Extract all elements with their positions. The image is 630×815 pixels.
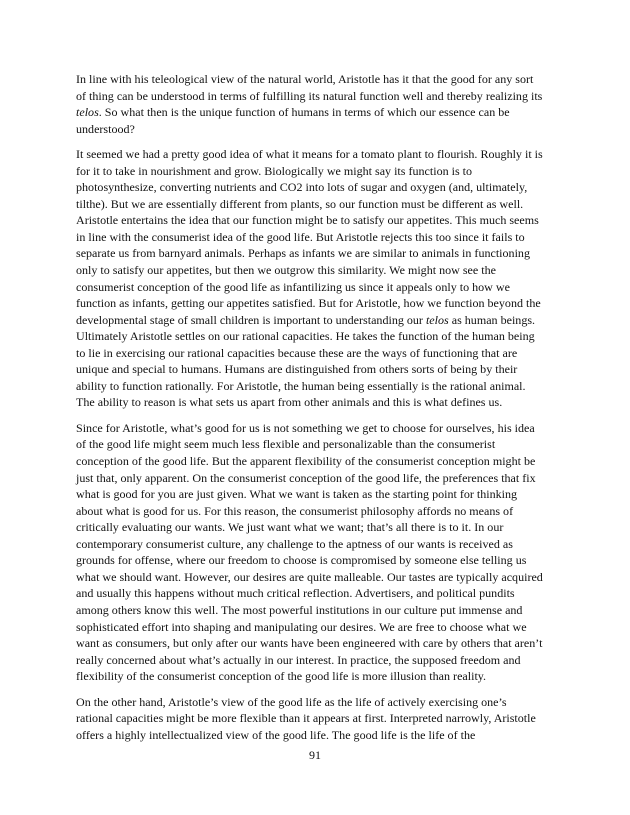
text-segment: offers a highly intellectualized view of the good life. The good life is the life of the [76,727,476,742]
text-line [76,345,554,362]
text-segment: Ultimately Aristotle settles on our rational capacities. He takes the function of the human being [76,329,535,344]
text-segment: what we should want. However, our desires are quite malleable. Our tastes are typically acquired [76,569,543,584]
text-segment: understood? [76,121,135,136]
text-line [76,394,554,411]
text-line [76,295,554,312]
text-segment: only to satisfy our appetites, but then we outgrow this similarity. We might now see the [76,263,496,278]
page-number: 91 [309,748,321,762]
text-segment: and usually this happens without much critical reflection. Advertisers, and political pundits [76,586,515,601]
text-line [76,104,554,121]
text-line [76,552,554,569]
italic-term: telos [425,312,449,327]
text-segment: conception of the good life. But the apparent flexibility of the consumerist conception might be [76,454,536,469]
text-segment: really concerned about what’s actually in our interest. In practice, the supposed freedom and [76,652,521,667]
text-segment: just that, only apparent. On the consumerist conception of the good life, the preferences that fix [76,470,536,485]
text-segment: unique and special to humans. Humans are distinguished from others sorts of being by their [76,362,518,377]
text-segment: separate us from barnyard animals. Perhaps as infants we are similar to animals in functioning [76,246,530,261]
text-line [76,503,554,520]
text-line [76,312,554,329]
text-line [76,470,554,487]
text-line [76,727,554,744]
text-line [76,179,554,196]
text-segment: Since for Aristotle, what’s good for us is not something we get to choose for ourselves, his idea [76,420,535,435]
text-segment: for it to take in nourishment and grow. Biologically we might say its function is to [76,163,473,178]
paragraph [76,146,554,411]
text-line [76,378,554,395]
text-segment: flexibility of the consumerist conception of the good life is more illusion than reality. [76,669,487,684]
text-line [76,71,554,88]
text-line [76,146,554,163]
text-segment: photosynthesize, converting nutrients and CO2 into lots of sugar and oxygen (and, ultimately, [76,180,528,195]
text-segment: In line with his teleological view of the natural world, Aristotle has it that the good for any sort [76,72,534,86]
text-segment: among others know this well. The most powerful institutions in our culture put immense and [76,602,523,617]
text-line [76,196,554,213]
text-segment: grounds for offense, where our freedom to choose is compromised by someone else telling us [76,553,527,568]
text-line [76,519,554,536]
text-line [76,652,554,669]
text-line [76,585,554,602]
text-segment: consumerist conception of the good life as infantilizing us since it appeals only to how we [76,279,510,294]
paragraph [76,420,554,685]
text-line [76,694,554,711]
text-segment: of the good life might seem much less flexible and personalizable than the consumerist [76,437,496,452]
text-segment: It seemed we had a pretty good idea of what it means for a tomato plant to flourish. Roughly it is [76,147,543,162]
text-segment: The ability to reason is what sets us apart from other animals and this is what defines us. [76,395,503,410]
text-line [76,88,554,105]
text-line [76,212,554,229]
text-line [76,229,554,246]
text-line [76,279,554,296]
text-line [76,710,554,727]
text-segment: Aristotle entertains the idea that our function might be to satisfy our appetites. This much seems [76,213,539,228]
text-segment: function as infants, getting our appetites satisfied. But for Aristotle, how we function beyond the [76,296,541,311]
text-line [76,453,554,470]
text-segment: developmental stage of small children is important to understanding our [76,312,426,327]
text-segment: in line with the consumerist idea of the good life. But Aristotle rejects this too since it fails to [76,229,525,244]
text-line [76,569,554,586]
text-line [76,245,554,262]
body-text [76,71,554,752]
text-segment: as human beings. [448,312,536,327]
text-line [76,121,554,138]
text-line [76,328,554,345]
text-line [76,486,554,503]
text-line [76,262,554,279]
text-line [76,163,554,180]
text-line [76,420,554,437]
text-segment: On the other hand, Aristotle’s view of the good life as the life of actively exercising one’s [76,694,507,709]
paragraph [76,71,554,137]
text-segment: sophisticated effort into shaping and manipulating our desires. We are free to choose what we [76,619,527,634]
text-line [76,536,554,553]
italic-term: telos [76,105,99,120]
text-segment: contemporary consumerist culture, any challenge to the aptness of our wants is received as [76,536,513,551]
text-line [76,619,554,636]
text-segment: critically evaluating our wants. We just want what we want; that’s all there is to it. In our [76,520,504,535]
text-segment: of thing can be understood in terms of fulfilling its natural function well and thereby realizing its [76,88,543,103]
paragraph [76,694,554,744]
text-segment: to lie in exercising our rational capacities because these are the ways of functioning that are [76,345,518,360]
text-line [76,436,554,453]
text-line [76,602,554,619]
text-line [76,668,554,685]
text-line [76,361,554,378]
text-segment: about what is good for us. For this reason, the consumerist philosophy affords no means of [76,503,514,518]
text-line [76,635,554,652]
text-segment: rational capacities might be more flexible than it appears at first. Interpreted narrowly, Aristotle [76,711,536,726]
text-segment: want as consumers, but only after our wants have been engineered with care by others that aren’t [76,636,543,651]
text-segment: what is good for you are just given. What we want is taken as the starting point for thinking [76,487,518,502]
text-segment: ability to function rationally. For Aristotle, the human being essentially is the rational animal. [76,378,526,393]
text-segment: . So what then is the unique function of humans in terms of which our essence can be [98,105,510,120]
text-segment: tilthe). But we are essentially different from plants, so our function must be different as well. [76,196,524,211]
